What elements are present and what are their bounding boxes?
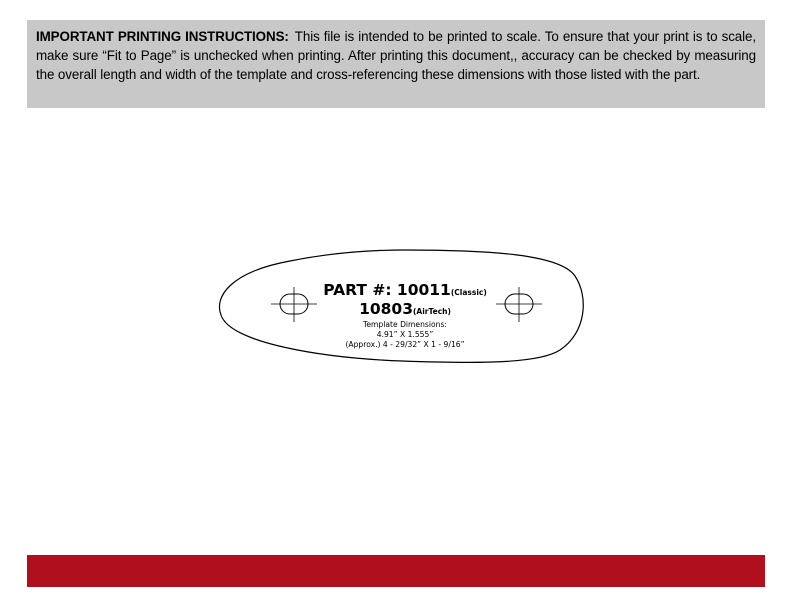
part-number-classic: 10011 [396,281,451,299]
dimensions-fraction: (Approx.) 4 - 29/32” X 1 - 9/16” [345,340,465,349]
dimensions-title: Template Dimensions: [363,320,447,329]
instructions-heading: IMPORTANT PRINTING INSTRUCTIONS: [36,29,289,44]
part-line-secondary [300,301,510,320]
footer-bar [27,555,765,587]
template-label [300,282,510,350]
part-variant-classic: (Classic) [450,288,487,297]
dimensions-decimal: 4.91” X 1.555” [376,330,434,339]
part-prefix: PART #: [323,281,397,299]
part-line-primary [300,282,510,301]
part-variant-airtech: (AirTech) [413,307,451,316]
instructions-body: This file is intended to be printed to scale. To ensure that your print is to scale, make sure “Fit to Page” is unchecked when printing. After printing this document,, accuracy can be checked by measuring the overall length and width of the template and cross-referencing these dimensions with those listed with the part. [36,29,756,82]
part-number-airtech: 10803 [359,300,413,318]
